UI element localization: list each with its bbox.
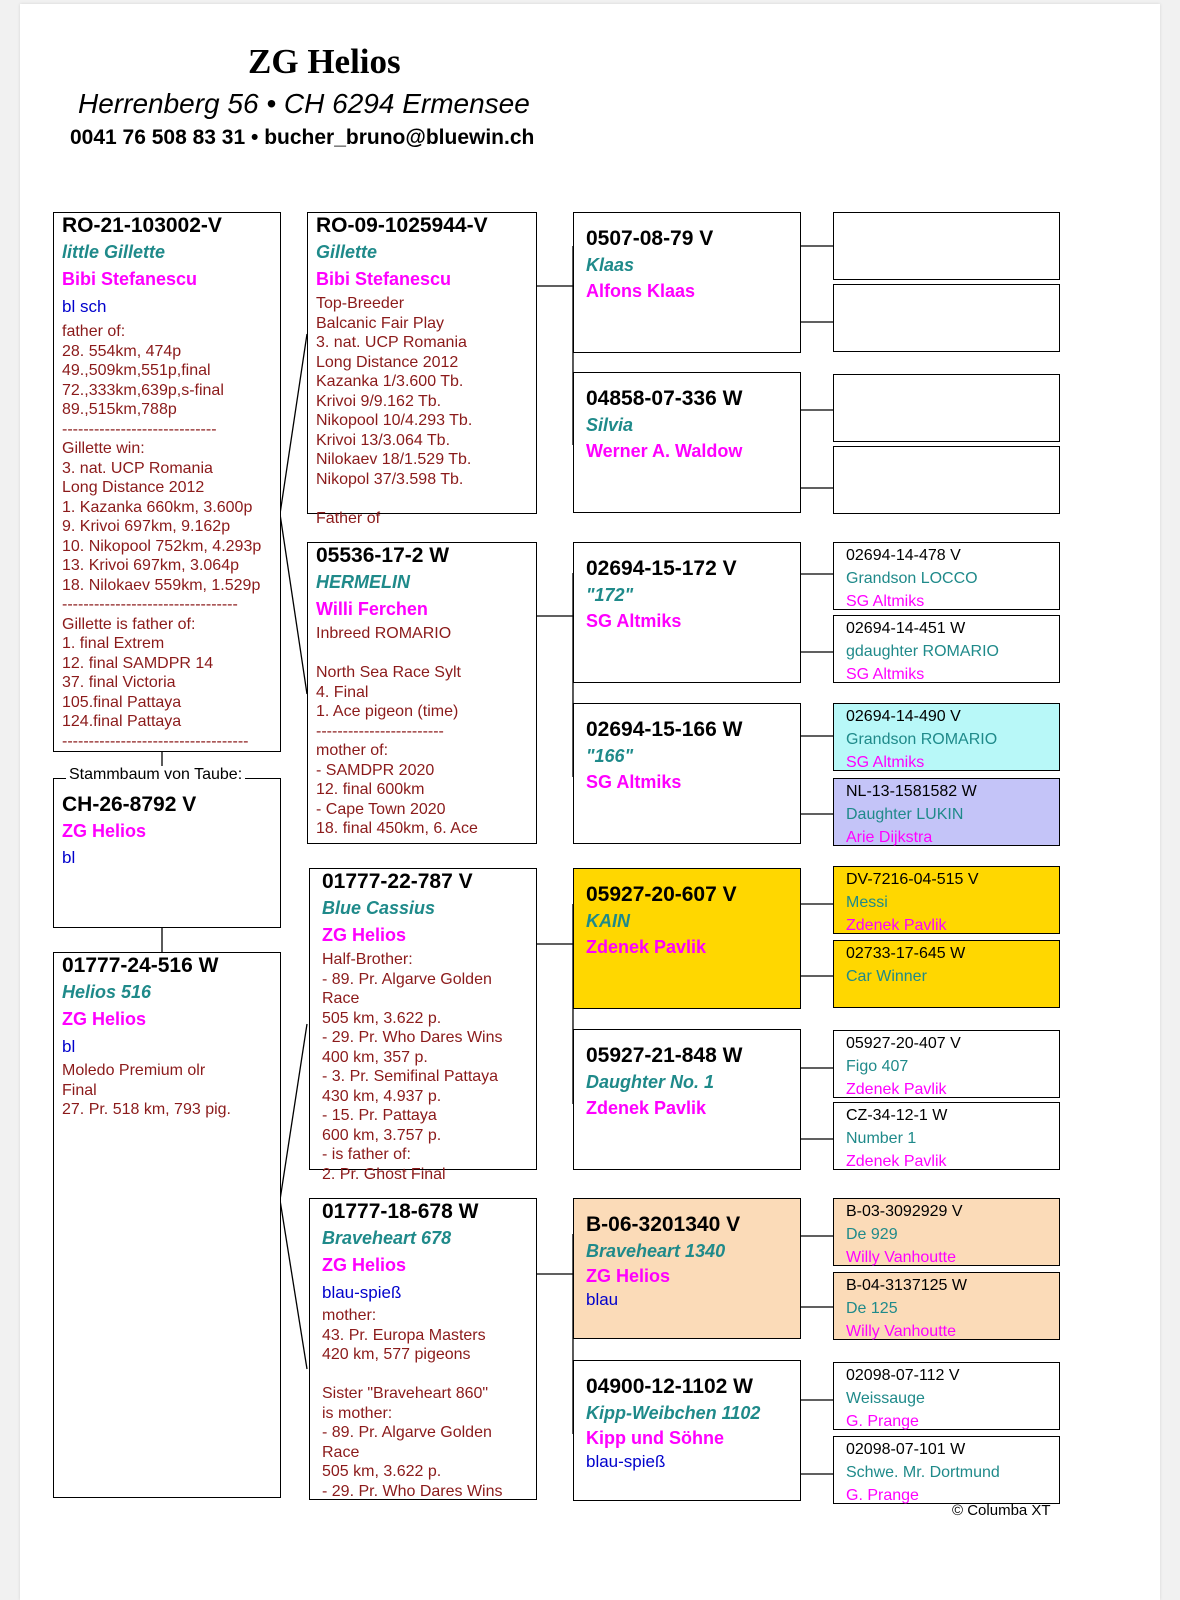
- ring-number: 02098-07-101 W: [846, 1441, 966, 1458]
- info-line: is mother:: [322, 1404, 393, 1422]
- info-line: Kazanka 1/3.600 Tb.: [316, 373, 464, 390]
- mother-color: bl: [62, 1037, 76, 1056]
- owner-name: Zdenek Pavlik: [586, 937, 707, 957]
- info-line: Father of: [316, 509, 381, 527]
- gen2-box: [307, 212, 537, 527]
- info-line: -----------------------------------: [62, 732, 249, 750]
- info-line: 12. final 600km: [316, 781, 425, 798]
- pigeon-name: gdaughter ROMARIO: [846, 643, 999, 660]
- info-line: 18. final 450km, 6. Ace: [316, 820, 478, 837]
- info-line: 49.,509km,551p,final: [62, 362, 211, 379]
- info-line: mother of:: [316, 742, 389, 759]
- page-title: ZG Helios: [248, 42, 401, 81]
- pigeon-name: Number 1: [846, 1130, 917, 1147]
- ring-number: 0507-08-79 V: [586, 227, 714, 250]
- gen4-box: [833, 542, 1060, 610]
- info-line: 420 km, 577 pigeons: [322, 1346, 471, 1363]
- gen4-box: [833, 374, 1060, 442]
- info-line: - SAMDPR 2020: [316, 761, 435, 779]
- info-line: 430 km, 4.937 p.: [322, 1087, 442, 1105]
- info-line: 505 km, 3.622 p.: [322, 1463, 442, 1480]
- pigeon-name: Klaas: [586, 255, 635, 275]
- owner-name: Willy Vanhoutte: [846, 1323, 956, 1340]
- info-line: Long Distance 2012: [62, 479, 205, 496]
- owner-name: ZG Helios: [586, 1266, 671, 1286]
- info-line: [316, 644, 528, 664]
- info-line: 18. Nilokaev 559km, 1.529p: [62, 576, 261, 594]
- pigeon-color: blau: [586, 1290, 619, 1309]
- gen2-box: [309, 868, 537, 1183]
- info-line: [316, 489, 528, 509]
- gen4-box: [833, 284, 1060, 352]
- info-line: Krivoi 9/9.162 Tb.: [316, 392, 442, 410]
- info-line: 43. Pr. Europa Masters: [322, 1326, 486, 1344]
- ring-number: 05927-20-607 V: [586, 883, 737, 906]
- info-line: Gillette win:: [62, 440, 145, 457]
- info-line: 1. final Extrem: [62, 635, 165, 652]
- ring-number: 02694-15-172 V: [586, 557, 737, 580]
- father-box: [53, 212, 281, 752]
- pigeon-color: blau-spieß: [322, 1283, 402, 1302]
- owner-name: Zdenek Pavlik: [586, 1098, 707, 1118]
- ring-number: DV-7216-04-515 V: [846, 871, 979, 888]
- gen4-box: [833, 940, 1060, 1008]
- father-info: [62, 322, 272, 751]
- owner-name: Arie Dijkstra: [846, 829, 933, 846]
- ring-number: CZ-34-12-1 W: [846, 1107, 948, 1124]
- info-line: Nikopool 10/4.293 Tb.: [316, 412, 473, 429]
- gen2-box: [309, 1198, 537, 1500]
- info-line: Long Distance 2012: [316, 353, 459, 371]
- info-line: 3. nat. UCP Romania: [316, 334, 467, 351]
- info-line: - 29. Pr. Who Dares Wins: [322, 1482, 503, 1500]
- mother-name: Helios 516: [62, 982, 152, 1002]
- achievements: [322, 950, 528, 1184]
- ring-number: B-03-3092929 V: [846, 1203, 963, 1220]
- info-line: 105.final Pattaya: [62, 693, 182, 711]
- ring-number: 05927-20-407 V: [846, 1035, 961, 1052]
- pigeon-name: "166": [586, 746, 634, 766]
- pigeon-name: Car Winner: [846, 968, 927, 985]
- info-line: -----------------------------: [62, 420, 217, 438]
- gen4-box: [833, 1198, 1060, 1266]
- pigeon-name: Grandson ROMARIO: [846, 731, 998, 748]
- ring-number: 02694-14-478 V: [846, 547, 961, 564]
- info-line: 89.,515km,788p: [62, 401, 177, 418]
- pigeon-name: Blue Cassius: [322, 898, 436, 918]
- pigeon-name: Daughter No. 1: [586, 1072, 715, 1092]
- info-line: Nikopol 37/3.598 Tb.: [316, 470, 464, 488]
- info-line: - 89. Pr. Algarve Golden: [322, 970, 492, 988]
- ring-number: 04858-07-336 W: [586, 387, 743, 410]
- owner-name: Zdenek Pavlik: [846, 917, 947, 934]
- pigeon-name: Messi: [846, 894, 888, 911]
- pigeon-name: "172": [586, 585, 634, 605]
- copyright: © Columba XT: [952, 1502, 1051, 1519]
- owner-name: Werner A. Waldow: [586, 441, 743, 461]
- gen4-box: [833, 1030, 1060, 1098]
- info-line: Inbreed ROMARIO: [316, 625, 452, 642]
- owner-name: Willy Vanhoutte: [846, 1249, 956, 1266]
- gen4-box: [833, 703, 1060, 771]
- info-line: 400 km, 357 p.: [322, 1048, 428, 1066]
- gen4-box: [833, 212, 1060, 280]
- pigeon-name: KAIN: [586, 911, 630, 931]
- subject-box: [53, 778, 281, 928]
- ring-number: 02694-15-166 W: [586, 718, 743, 741]
- gen4-box: [833, 1362, 1060, 1430]
- owner-name: SG Altmiks: [586, 611, 682, 631]
- info-line: Moledo Premium olr: [62, 1062, 206, 1079]
- pigeon-name: Schwe. Mr. Dortmund: [846, 1464, 1000, 1481]
- pigeon-name: Figo 407: [846, 1058, 909, 1075]
- info-line: 37. final Victoria: [62, 674, 176, 691]
- info-line: 124.final Pattaya: [62, 713, 182, 730]
- owner-name: Zdenek Pavlik: [846, 1081, 947, 1098]
- gen4-box: [833, 778, 1060, 846]
- gen4-box: [833, 446, 1060, 514]
- info-line: 4. Final: [316, 683, 369, 701]
- info-line: mother:: [322, 1307, 377, 1324]
- info-line: 72.,333km,639p,s-final: [62, 381, 224, 399]
- ring-number: NL-13-1581582 W: [846, 783, 977, 800]
- gen3-box: [573, 1198, 801, 1339]
- info-line: Race: [322, 990, 360, 1007]
- owner-name: Alfons Klaas: [586, 281, 696, 301]
- ring-number: 05927-21-848 W: [586, 1044, 743, 1067]
- pigeon-name: De 929: [846, 1226, 898, 1243]
- gen4-box: [833, 1436, 1060, 1504]
- father-color: bl sch: [62, 297, 107, 316]
- father-ring: RO-21-103002-V: [62, 214, 222, 237]
- pigeon-name: Grandson LOCCO: [846, 570, 978, 587]
- info-line: Krivoi 13/3.064 Tb.: [316, 431, 451, 449]
- info-line: Top-Breeder: [316, 295, 405, 312]
- gen4-box: [833, 615, 1060, 683]
- achievements: [316, 294, 528, 528]
- subject-owner: ZG Helios: [62, 821, 147, 841]
- pigeon-name: Braveheart 1340: [586, 1241, 726, 1261]
- info-line: 13. Krivoi 697km, 3.064p: [62, 557, 239, 574]
- pigeon-name: De 125: [846, 1300, 898, 1317]
- info-line: 1. Ace pigeon (time): [316, 703, 459, 720]
- gen2-box: [307, 542, 537, 844]
- info-line: - is father of:: [322, 1146, 411, 1163]
- info-line: 9. Krivoi 697km, 9.162p: [62, 518, 231, 535]
- mother-box: [53, 952, 281, 1498]
- achievements: [316, 624, 528, 839]
- owner-name: Kipp und Söhne: [586, 1428, 724, 1448]
- info-line: [322, 1365, 528, 1385]
- ring-number: 05536-17-2 W: [316, 544, 450, 567]
- gen3-box: [573, 372, 801, 513]
- ring-number: 02694-14-490 V: [846, 708, 961, 725]
- owner-name: SG Altmiks: [846, 593, 925, 610]
- pigeon-color: blau-spieß: [586, 1452, 666, 1471]
- info-line: Nilokaev 18/1.529 Tb.: [316, 451, 472, 468]
- pigeon-name: Weissauge: [846, 1390, 925, 1407]
- gen3-box: [573, 1360, 801, 1501]
- info-line: North Sea Race Sylt: [316, 664, 461, 681]
- pedigree-label: Stammbaum von Taube:: [66, 766, 245, 784]
- info-line: ------------------------: [316, 722, 444, 740]
- owner-name: SG Altmiks: [846, 754, 925, 771]
- ring-number: 02733-17-645 W: [846, 945, 966, 962]
- info-line: Sister "Braveheart 860": [322, 1385, 489, 1402]
- owner-name: ZG Helios: [322, 925, 407, 945]
- gen3-box: [573, 1029, 801, 1170]
- owner-name: ZG Helios: [322, 1255, 407, 1275]
- gen4-box: [833, 1272, 1060, 1340]
- subject-color: bl: [62, 848, 76, 867]
- ring-number: B-04-3137125 W: [846, 1277, 967, 1294]
- owner-name: G. Prange: [846, 1487, 919, 1504]
- gen3-box: [573, 868, 801, 1009]
- pigeon-name: Kipp-Weibchen 1102: [586, 1403, 761, 1423]
- pigeon-name: Silvia: [586, 415, 634, 435]
- info-line: 12. final SAMDPR 14: [62, 654, 214, 672]
- mother-owner: ZG Helios: [62, 1009, 147, 1029]
- info-line: 505 km, 3.622 p.: [322, 1009, 442, 1027]
- owner-name: Zdenek Pavlik: [846, 1153, 947, 1170]
- subject-ring: CH-26-8792 V: [62, 793, 197, 816]
- ring-number: RO-09-1025944-V: [316, 214, 488, 237]
- info-line: Gillette is father of:: [62, 615, 196, 633]
- info-line: 27. Pr. 518 km, 793 pig.: [62, 1101, 231, 1118]
- ring-number: B-06-3201340 V: [586, 1213, 741, 1236]
- ring-number: 01777-22-787 V: [322, 870, 473, 893]
- ring-number: 02098-07-112 V: [846, 1367, 960, 1384]
- gen4-box: [833, 866, 1060, 934]
- info-line: - 3. Pr. Semifinal Pattaya: [322, 1068, 499, 1085]
- pigeon-name: HERMELIN: [316, 572, 410, 592]
- owner-name: SG Altmiks: [846, 666, 925, 683]
- info-line: - Cape Town 2020: [316, 800, 446, 818]
- owner-name: Bibi Stefanescu: [316, 269, 452, 289]
- info-line: 28. 554km, 474p: [62, 342, 182, 360]
- info-line: 600 km, 3.757 p.: [322, 1126, 442, 1144]
- contact-info: 0041 76 508 83 31 • bucher_bruno@bluewin.ch: [70, 126, 535, 149]
- info-line: Final: [62, 1081, 97, 1099]
- gen3-box: [573, 542, 801, 683]
- ring-number: 02694-14-451 W: [846, 620, 966, 637]
- info-line: 1. Kazanka 660km, 3.600p: [62, 498, 253, 516]
- pedigree-sheet: [20, 4, 1160, 1600]
- mother-info: [62, 1061, 272, 1120]
- owner-name: SG Altmiks: [586, 772, 682, 792]
- pigeon-name: Braveheart 678: [322, 1228, 452, 1248]
- info-line: Half-Brother:: [322, 951, 413, 968]
- owner-name: Willi Ferchen: [316, 599, 428, 619]
- pigeon-name: Daughter LUKIN: [846, 806, 964, 823]
- info-line: 2. Pr. Ghost Final: [322, 1165, 446, 1183]
- mother-ring: 01777-24-516 W: [62, 954, 219, 977]
- father-name: little Gillette: [62, 242, 166, 262]
- gen3-box: [573, 212, 801, 353]
- info-line: Balcanic Fair Play: [316, 314, 445, 332]
- gen4-box: [833, 1102, 1060, 1170]
- info-line: Race: [322, 1443, 360, 1461]
- gen3-box: [573, 703, 801, 844]
- info-line: - 29. Pr. Who Dares Wins: [322, 1029, 503, 1046]
- achievements: [322, 1306, 528, 1501]
- owner-name: G. Prange: [846, 1413, 919, 1430]
- info-line: father of:: [62, 323, 126, 340]
- info-line: 3. nat. UCP Romania: [62, 459, 213, 477]
- ring-number: 01777-18-678 W: [322, 1200, 479, 1223]
- father-owner: Bibi Stefanescu: [62, 269, 198, 289]
- info-line: ---------------------------------: [62, 596, 238, 613]
- info-line: - 15. Pr. Pattaya: [322, 1107, 437, 1124]
- info-line: - 89. Pr. Algarve Golden: [322, 1424, 492, 1441]
- pigeon-name: Gillette: [316, 242, 378, 262]
- ring-number: 04900-12-1102 W: [586, 1375, 753, 1398]
- info-line: 10. Nikopool 752km, 4.293p: [62, 537, 262, 555]
- address: Herrenberg 56 • CH 6294 Ermensee: [78, 88, 530, 119]
